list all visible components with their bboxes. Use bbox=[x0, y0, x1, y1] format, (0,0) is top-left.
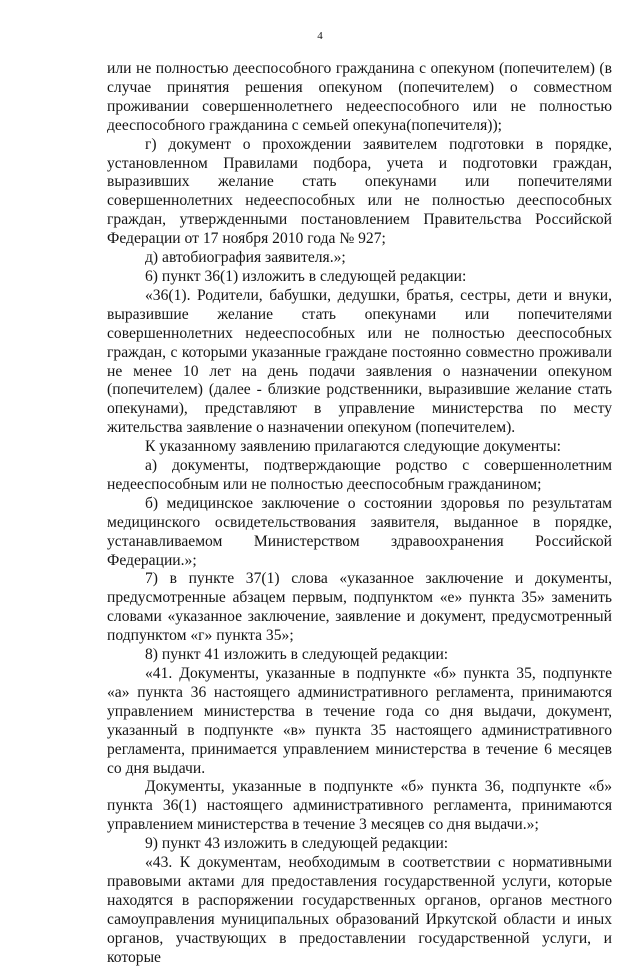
paragraph-item-g: г) документ о прохождении заявителем подготовки в порядке, установленном Правилами подбора, учета и подготовки граждан, выразивших желание стать опекунами или попечителями совершеннолетних недееспособных или не полностью дееспособных граждан, утвержденными постановлением Правительства Российской Федерации от 17 ноября 2010 года № 927; bbox=[107, 135, 612, 248]
paragraph-amendment-6: 6) пункт 36(1) изложить в следующей редакции: bbox=[145, 267, 467, 285]
paragraph-clause-41-second: Документы, указанные в подпункте «б» пункта 36, подпункте «б» пункта 36(1) настоящего административного регламента, принимаются управлением министерства в течение 3 месяцев со дня выдачи.»; bbox=[107, 778, 612, 834]
page-number: 4 bbox=[317, 30, 323, 42]
paragraph-continuation: или не полностью дееспособного гражданина с опекуном (попечителем) (в случае принятия решения опекуном (попечителем) о совместном проживании совершеннолетнего недееспособного или не полностью дееспособного гражданина с семьей опекуна(попечителя)); bbox=[107, 60, 612, 134]
paragraph-clause-43: «43. К документам, необходимым в соответствии с нормативными правовыми актами для предоставления государственной услуги, которые находятся в распоряжении государственных органов, органов местного самоуправления муниципальных образований Иркутской области и иных органов, участвующих в предоставлении государственной услуги, и которые bbox=[107, 854, 612, 966]
document-body bbox=[107, 60, 612, 968]
paragraph-amendment-8: 8) пункт 41 изложить в следующей редакции: bbox=[145, 646, 449, 664]
paragraph-amendment-9: 9) пункт 43 изложить в следующей редакции: bbox=[145, 835, 449, 853]
paragraph-item-a: а) документы, подтверждающие родство с совершеннолетним недееспособным или не полностью дееспособным гражданином; bbox=[107, 457, 612, 493]
paragraph-clause-36-1: «36(1). Родители, бабушки, дедушки, братья, сестры, дети и внуки, выразившие желание стать опекунами или попечителями совершеннолетних недееспособных или не полностью дееспособных граждан, с которыми указанные граждане постоянно совместно проживали не менее 10 лет на день подачи заявления о назначении опекуном (попечителем) (далее - близкие родственники, выразившие желание стать опекунами), представляют в управление министерства по месту жительства заявление о назначении опекуном (попечителем). bbox=[107, 286, 612, 437]
paragraph-amendment-7: 7) в пункте 37(1) слова «указанное заключение и документы, предусмотренные абзацем первым, подпунктом «е» пункта 35» заменить словами «указанное заключение, заявление и документ, предусмотренный подпунктом «г» пункта 35»; bbox=[107, 570, 612, 645]
paragraph-clause-41: «41. Документы, указанные в подпункте «б» пункта 35, подпункте «а» пункта 36 настоящего административного регламента, принимаются управлением министерства в течение года со дня выдачи, документ, указанный в подпункте «в» пункта 35 настоящего административного регламента, принимается управлением министерства в течение 6 месяцев со дня выдачи. bbox=[107, 665, 612, 777]
paragraph-item-b: б) медицинское заключение о состоянии здоровья по результатам медицинского освидетельствования заявителя, выданное в порядке, устанавливаемом Министерством здравоохранения Российской Федерации.»; bbox=[107, 494, 612, 569]
paragraph-item-d: д) автобиография заявителя.»; bbox=[145, 249, 346, 267]
paragraph-attached-documents: К указанному заявлению прилагаются следующие документы: bbox=[145, 438, 561, 456]
